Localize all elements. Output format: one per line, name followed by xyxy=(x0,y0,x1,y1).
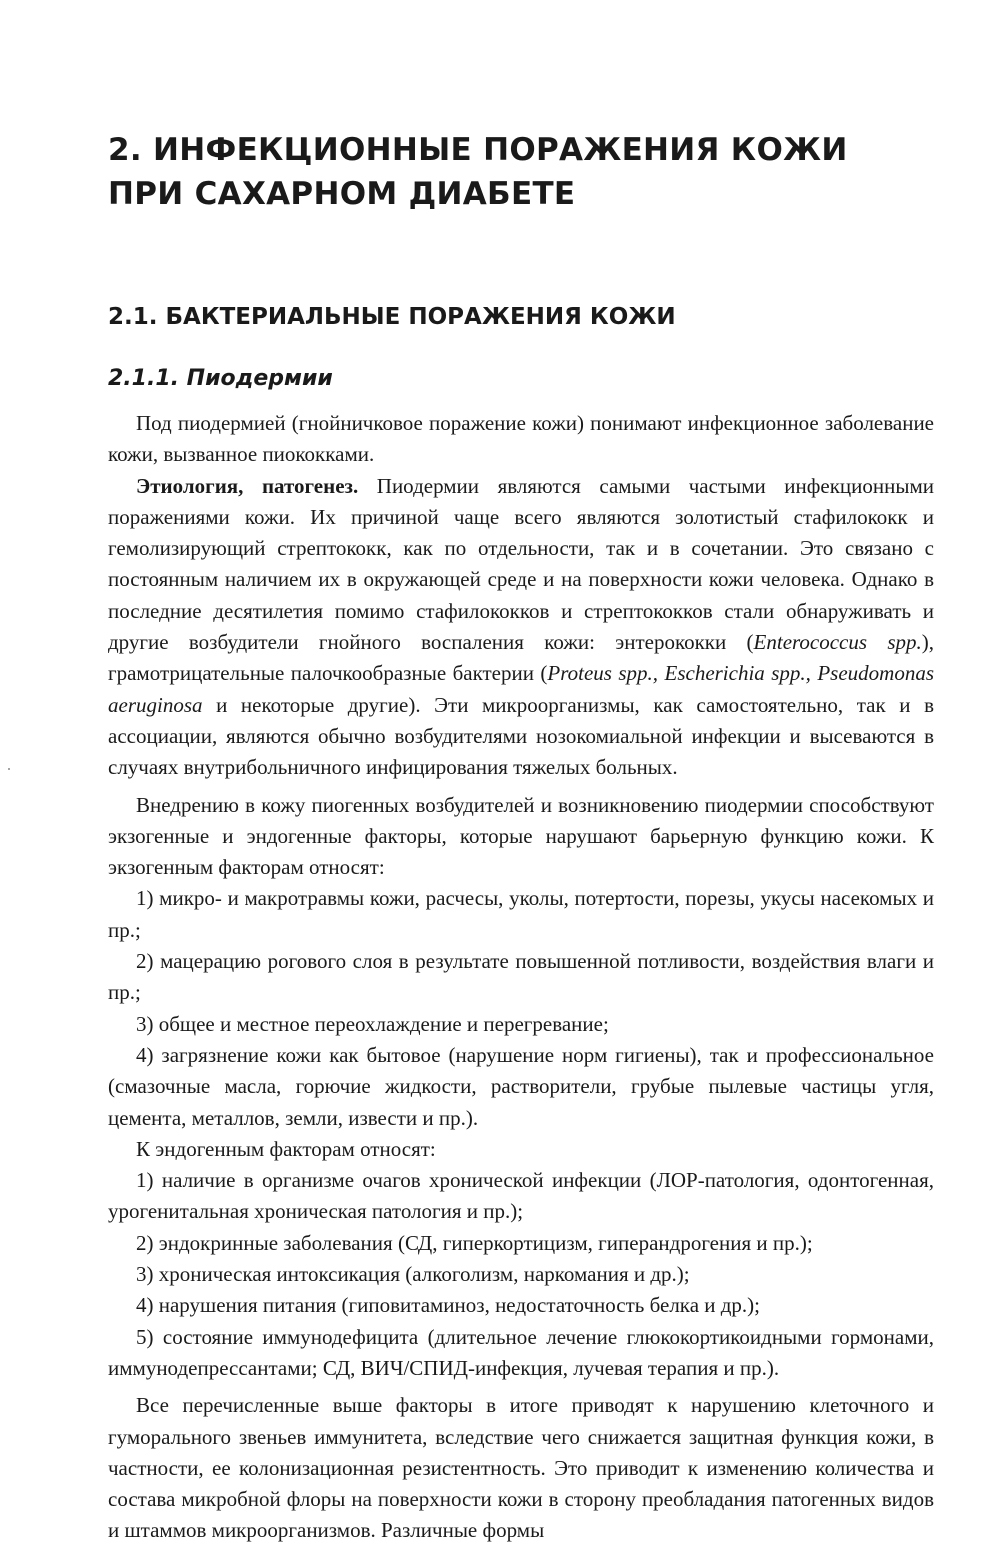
chapter-title-line-1: 2. ИНФЕКЦИОННЫЕ ПОРАЖЕНИЯ КОЖИ xyxy=(108,132,848,168)
subsection-title: 2.1.1. Пиодермии xyxy=(108,366,333,391)
list-item-exo-2: 2) мацерацию рогового слоя в результате повышенной потливости, воздействия влаги и пр.; xyxy=(108,949,934,1005)
paragraph-factors: Внедрению в кожу пиогенных возбудителей и возникновению пиодермии способствуют экзогенные и эндогенные факторы, которые нарушают барьерную функцию кожи. К экзогенным факторам относят: xyxy=(108,792,934,880)
list-item-exo-1: 1) микро- и макротравмы кожи, расчесы, уколы, потертости, порезы, укусы насекомых и пр.; xyxy=(108,886,934,942)
etiology-text-a: Пиодермии являются самыми частыми инфекционными поражениями кожи. Их причиной чаще всего являются золотистый стафилококк и гемолизирующий стрептококк, как по отдельности, так и в сочетании. Это связано с постоянным наличием их в окружающей среде и на поверхности кожи человека. Однако в последние десятилетия помимо стафилококков и стрептококков стали обнаруживать и другие возбудители гнойного воспаления кожи: энтерококки ( xyxy=(108,473,934,655)
list-item-endo-5: 5) состояние иммунодефицита (длительное лечение глюкокортикоидными гормонами, иммунодепрессантами; СД, ВИЧ/СПИД-инфекция, лучевая терапия и пр.). xyxy=(108,1324,934,1380)
bacteria-species-terms: Proteus spp., Escherichia spp., Pseudomonas aeruginosa xyxy=(108,661,934,717)
list-item-exo-3: 3) общее и местное переохлаждение и перегревание; xyxy=(136,1011,609,1036)
etiology-text-c: и некоторые другие). Эти микроорганизмы, как самостоятельно, так и в ассоциации, являются обычно возбудителями нозокомиальной инфекции и высеваются в случаях внутрибольничного инфицирования тяжелых больных. xyxy=(108,692,934,780)
list-item-endo-4: 4) нарушения питания (гиповитаминоз, недостаточность белка и др.); xyxy=(136,1293,761,1318)
paragraph-etiology xyxy=(108,471,934,784)
list-item-exo-4: 4) загрязнение кожи как бытовое (нарушение норм гигиены), так и профессиональное (смазочные масла, горючие жидкости, растворители, грубые пылевые частицы угля, цемента, металлов, земли, извести и пр.). xyxy=(108,1042,934,1130)
list-item-endo-2: 2) эндокринные заболевания (СД, гиперкортицизм, гиперандрогения и пр.); xyxy=(136,1230,813,1255)
list-item-endo-1: 1) наличие в организме очагов хронической инфекции (ЛОР-патология, одонтогенная, урогенитальная хроническая патология и пр.); xyxy=(108,1168,934,1224)
list-item-endo-3: 3) хроническая интоксикация (алкоголизм, наркомания и др.); xyxy=(136,1262,690,1287)
endogenous-intro: К эндогенным факторам относят: xyxy=(136,1136,436,1161)
scan-speck xyxy=(8,768,10,770)
paragraph-conclusion: Все перечисленные выше факторы в итоге приводят к нарушению клеточного и гуморального звеньев иммунитета, вследствие чего снижается защитная функция кожи, в частности, ее колонизационная резистентность. Это приводит к изменению количества и состава микробной флоры на поверхности кожи в сторону преобладания патогенных видов и штаммов микроорганизмов. Различные формы xyxy=(108,1393,934,1543)
section-title: 2.1. БАКТЕРИАЛЬНЫЕ ПОРАЖЕНИЯ КОЖИ xyxy=(108,304,676,330)
body-text xyxy=(108,408,934,1547)
chapter-title-line-2: ПРИ САХАРНОМ ДИАБЕТЕ xyxy=(108,176,576,212)
etiology-text-b: ), грамотрицательные палочкообразные бактерии ( xyxy=(108,630,935,686)
enterococcus-term: Enterococcus spp. xyxy=(753,630,922,655)
etiology-heading: Этиология, патогенез. xyxy=(136,473,359,498)
chapter-title xyxy=(108,128,848,216)
paragraph-definition: Под пиодермией (гнойничковое поражение кожи) понимают инфекционное заболевание кожи, вызванное пиококками. xyxy=(108,411,934,467)
